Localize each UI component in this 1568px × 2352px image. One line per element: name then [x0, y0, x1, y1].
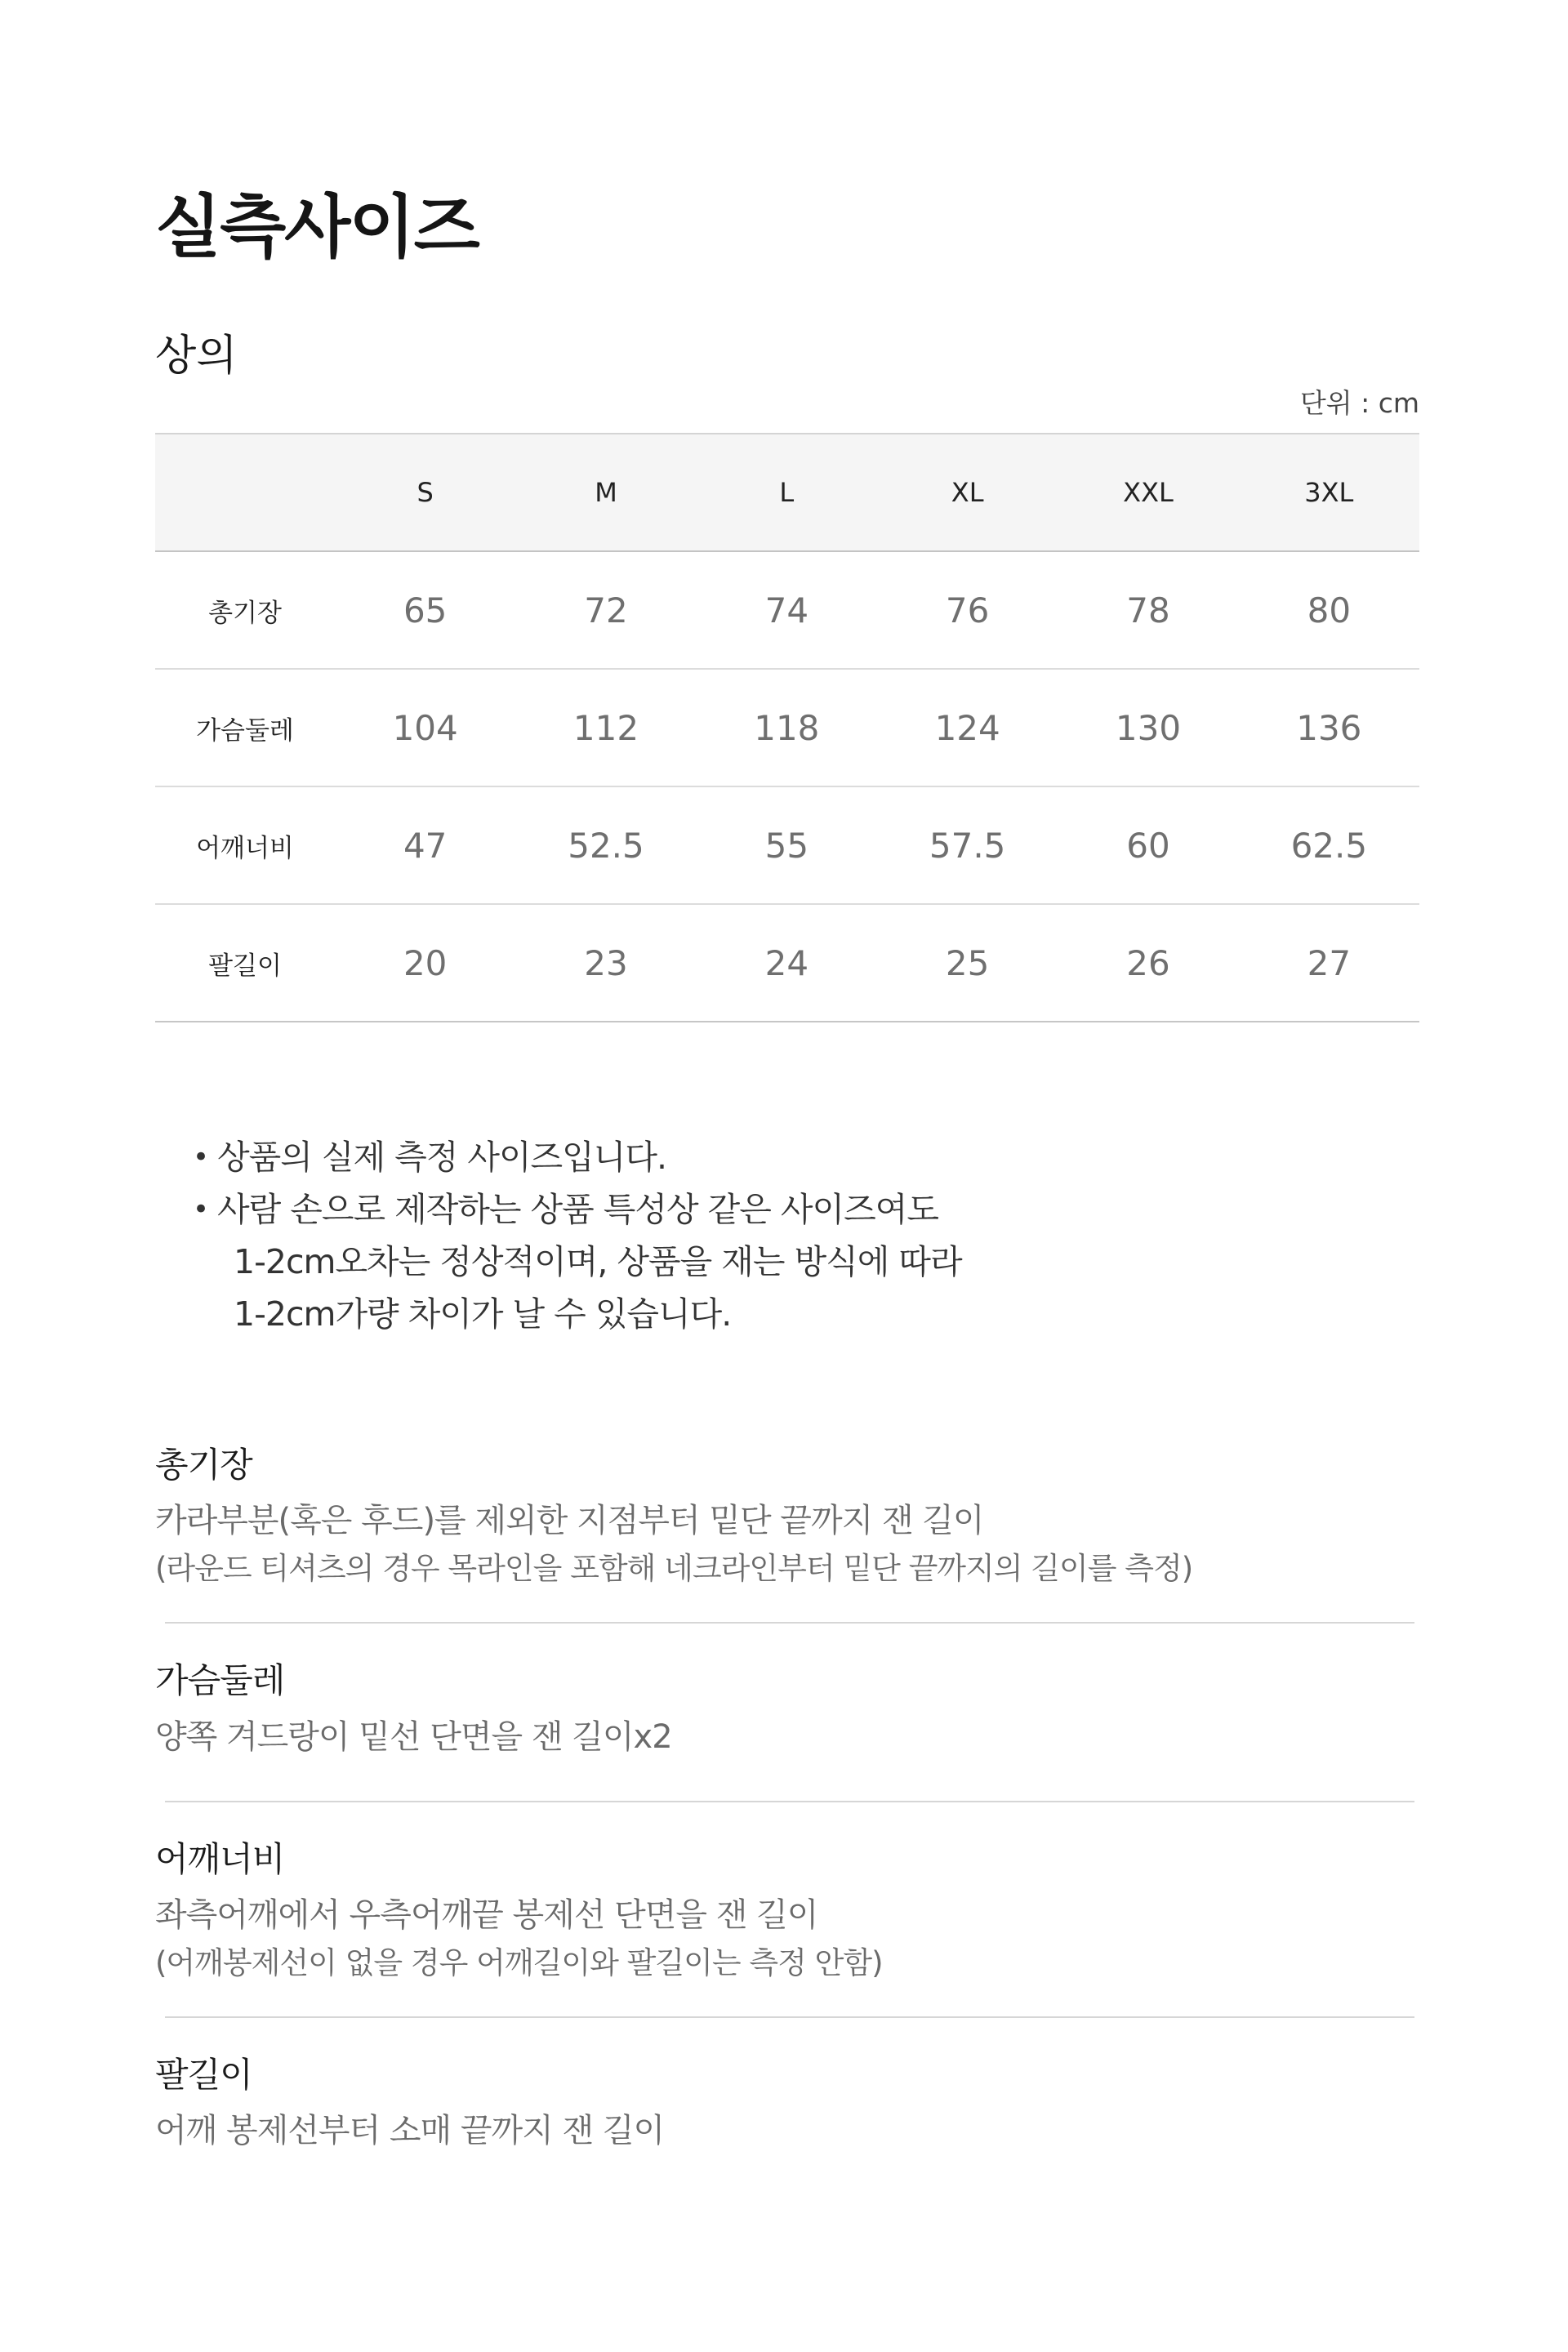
table-cell: 80 — [1239, 551, 1419, 669]
divider — [165, 2016, 1414, 2018]
table-header-cell: M — [515, 434, 696, 551]
table-cell: 74 — [697, 551, 877, 669]
divider — [165, 1801, 1414, 1802]
table-cell: 26 — [1058, 904, 1238, 1022]
measurement-notes — [193, 1131, 962, 1340]
table-cell: 47 — [335, 786, 515, 904]
definition-total-length — [155, 1446, 1426, 1592]
table-row — [155, 669, 1419, 786]
table-row — [155, 551, 1419, 669]
definition-description: 양쪽 겨드랑이 밑선 단면을 잰 길이x2 — [155, 1717, 672, 1756]
definition-sleeve — [155, 2056, 1426, 2155]
table-cell: 57.5 — [877, 786, 1058, 904]
definition-title: 가슴둘레 — [155, 1660, 285, 1701]
table-cell: 65 — [335, 551, 515, 669]
table-header-row — [155, 434, 1419, 551]
note-line: 1-2cm가량 차이가 날 수 있습니다. — [234, 1294, 732, 1334]
table-header-cell: XL — [877, 434, 1058, 551]
page-title: 실측사이즈 — [155, 187, 479, 267]
definition-chest — [155, 1661, 1426, 1761]
table-cell: 130 — [1058, 669, 1238, 786]
section-title: 상의 — [155, 332, 238, 381]
table-cell: 52.5 — [515, 786, 696, 904]
table-cell: 136 — [1239, 669, 1419, 786]
note-line: 1-2cm오차는 정상적이며, 상품을 재는 방식에 따라 — [234, 1242, 962, 1281]
note-item — [193, 1183, 962, 1340]
definition-description: 좌측어깨에서 우측어깨끝 봉제선 단면을 잰 길이 — [155, 1895, 818, 1934]
table-cell: 118 — [697, 669, 877, 786]
table-header-cell: 3XL — [1239, 434, 1419, 551]
definition-description: 카라부분(혹은 후드)를 제외한 지점부터 밑단 끝까지 잰 길이 — [155, 1502, 984, 1540]
definition-note: (라운드 티셔츠의 경우 목라인을 포함해 네크라인부터 밑단 끝까지의 길이를 측정) — [155, 1551, 1193, 1587]
definition-title: 팔길이 — [155, 2054, 252, 2095]
table-cell: 23 — [515, 904, 696, 1022]
table-cell: 72 — [515, 551, 696, 669]
row-label: 가슴둘레 — [155, 669, 335, 786]
table-cell: 76 — [877, 551, 1058, 669]
definition-title: 총기장 — [155, 1445, 252, 1485]
table-header-cell: S — [335, 434, 515, 551]
measurement-definitions — [155, 1446, 1426, 2155]
note-line: • 사람 손으로 제작하는 상품 특성상 같은 사이즈여도 — [217, 1190, 938, 1229]
table-header-cell: L — [697, 434, 877, 551]
note-item — [193, 1131, 962, 1183]
table-cell: 62.5 — [1239, 786, 1419, 904]
table-header-cell: XXL — [1058, 434, 1238, 551]
row-label: 팔길이 — [155, 904, 335, 1022]
table-cell: 78 — [1058, 551, 1238, 669]
table-row — [155, 904, 1419, 1022]
table-header-cell — [155, 434, 335, 551]
table-cell: 55 — [697, 786, 877, 904]
size-table — [155, 433, 1419, 1022]
table-cell: 60 — [1058, 786, 1238, 904]
definition-shoulder — [155, 1840, 1426, 1987]
table-cell: 25 — [877, 904, 1058, 1022]
table-row — [155, 786, 1419, 904]
table-cell: 124 — [877, 669, 1058, 786]
table-cell: 104 — [335, 669, 515, 786]
table-cell: 27 — [1239, 904, 1419, 1022]
row-label: 어깨너비 — [155, 786, 335, 904]
table-cell: 20 — [335, 904, 515, 1022]
definition-description: 어깨 봉제선부터 소매 끝까지 잰 길이 — [155, 2112, 665, 2150]
table-cell: 112 — [515, 669, 696, 786]
note-line: • 상품의 실제 측정 사이즈입니다. — [217, 1138, 667, 1177]
definition-note: (어깨봉제선이 없을 경우 어깨길이와 팔길이는 측정 안함) — [155, 1944, 883, 1980]
divider — [165, 1622, 1414, 1624]
row-label: 총기장 — [155, 551, 335, 669]
definition-title: 어깨너비 — [155, 1838, 285, 1879]
unit-label: 단위 : cm — [1299, 387, 1419, 419]
table-cell: 24 — [697, 904, 877, 1022]
